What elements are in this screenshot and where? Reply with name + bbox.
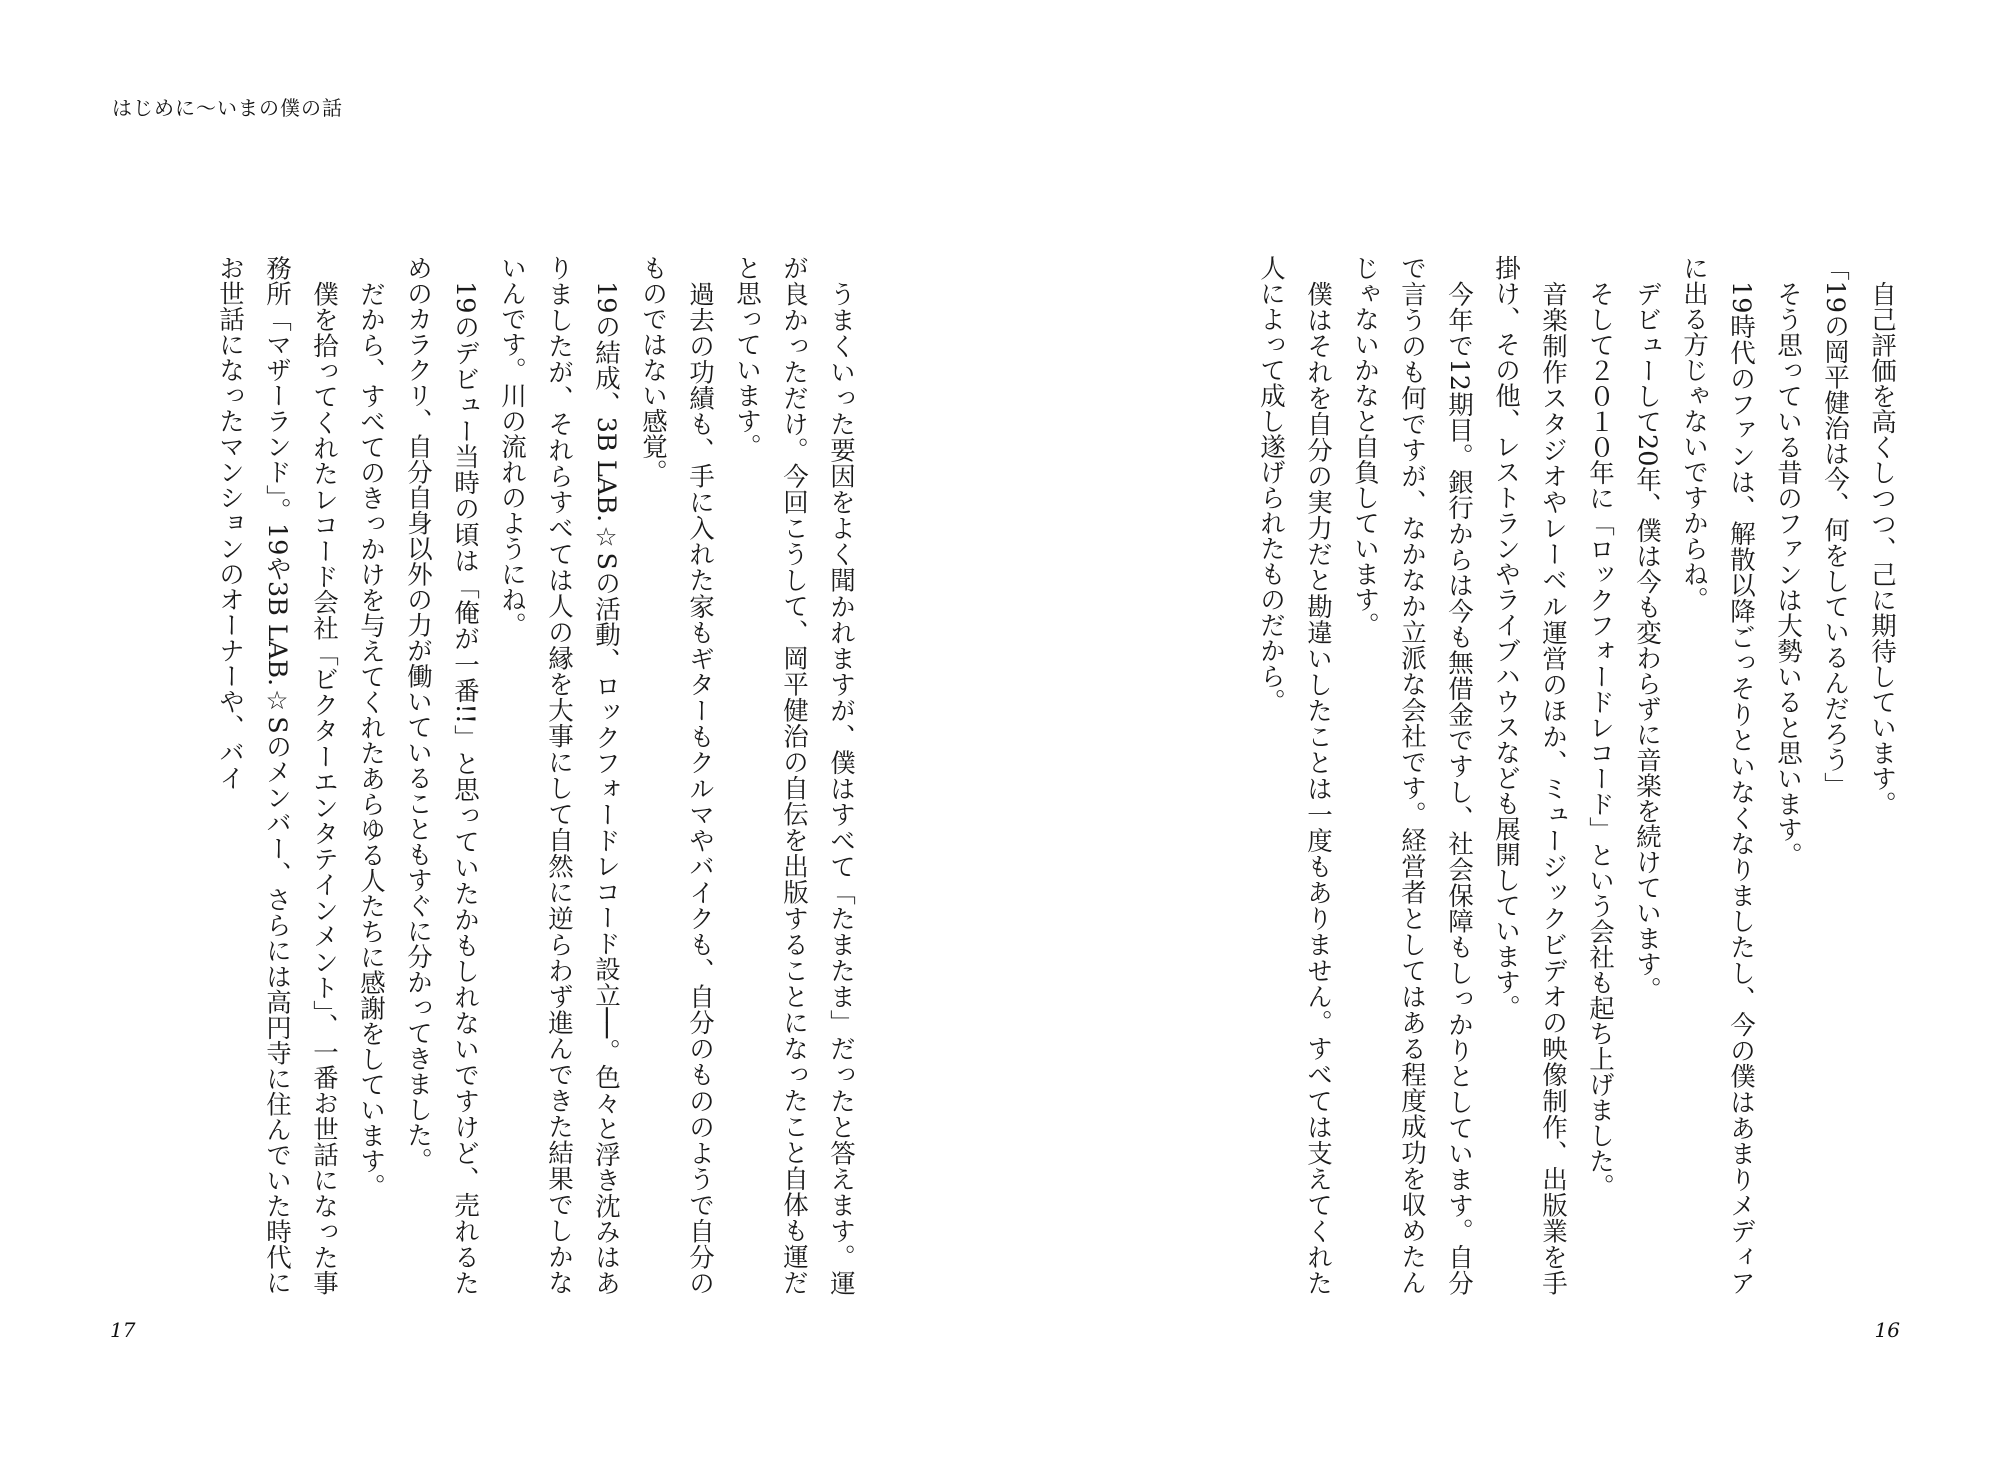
paragraph: デビューして20年、僕は今も変わらずに音楽を続けています。 [1632, 280, 1662, 1002]
paragraph: 19時代のファンは、解散以降ごっそりといなくなりましたし、今の僕はあまりメディアに出る方じゃないですからね。 [1679, 255, 1756, 1295]
paragraph: 「19の岡平健治は今、何をしているんだろう」 [1820, 255, 1850, 798]
paragraph: 19の結成、3B LAB.☆Sの活動、ロックフォードレコード設立──。色々と浮き沈みはありましたが、それらすべては人の縁を大事にして自然に逆らわず進んできた結果でしかないんです。川の流れのようにね。 [497, 255, 621, 1295]
paragraph: 音楽制作スタジオやレーベル運営のほか、ミュージックビデオの映像制作、出版業を手掛け、その他、レストランやライブハウスなども展開しています。 [1491, 255, 1568, 1295]
right-page-body [1085, 255, 1905, 1295]
paragraph: 僕を拾ってくれたレコード会社「ビクターエンタテインメント」、一番お世話になった事務所「マザーランド」。19や3B LAB.☆Sのメンバー、さらには高円寺に住んでいた時代にお世話になったマンションのオーナーや、バイ [215, 255, 339, 1295]
paragraph: 19のデビュー当時の頃は「俺が一番!!」と思っていたかもしれないですけど、売れるためのカラクリ、自分自身以外の力が働いていることもすぐに分かってきました。 [403, 255, 480, 1295]
paragraph: そして２０１０年に「ロックフォードレコード」という会社も起ち上げました。 [1585, 280, 1615, 1199]
running-head: はじめに〜いまの僕の話 [112, 96, 343, 120]
left-page-body [104, 255, 864, 1295]
page-number-right: 16 [1874, 1318, 1900, 1342]
page-number-left: 17 [110, 1318, 136, 1342]
paragraph: だから、すべてのきっかけを与えてくれたあらゆる人たちに感謝をしています。 [356, 280, 386, 1199]
paragraph: 僕はそれを自分の実力だと勘違いしたことは一度もありません。すべては支えてくれた人によって成し遂げられたものだから。 [1256, 255, 1333, 1295]
paragraph: 自己評価を高くしつつ、己に期待しています。 [1867, 280, 1897, 816]
paragraph: 今年で12期目。銀行からは今も無借金ですし、社会保障もしっかりとしています。自分で言うのも何ですが、なかなか立派な会社です。経営者としてはある程度成功を収めたんじゃないかなと自負しています。 [1350, 255, 1474, 1295]
paragraph: 過去の功績も、手に入れた家もギターもクルマやバイクも、自分のもののようで自分のものではない感覚。 [638, 255, 715, 1295]
paragraph: そう思っている昔のファンは大勢いると思います。 [1773, 280, 1803, 867]
paragraph: うまくいった要因をよく聞かれますが、僕はすべて「たまたま」だったと答えます。運が良かっただけ。今回こうして、岡平健治の自伝を出版することになったこと自体も運だと思っています。 [732, 255, 856, 1295]
